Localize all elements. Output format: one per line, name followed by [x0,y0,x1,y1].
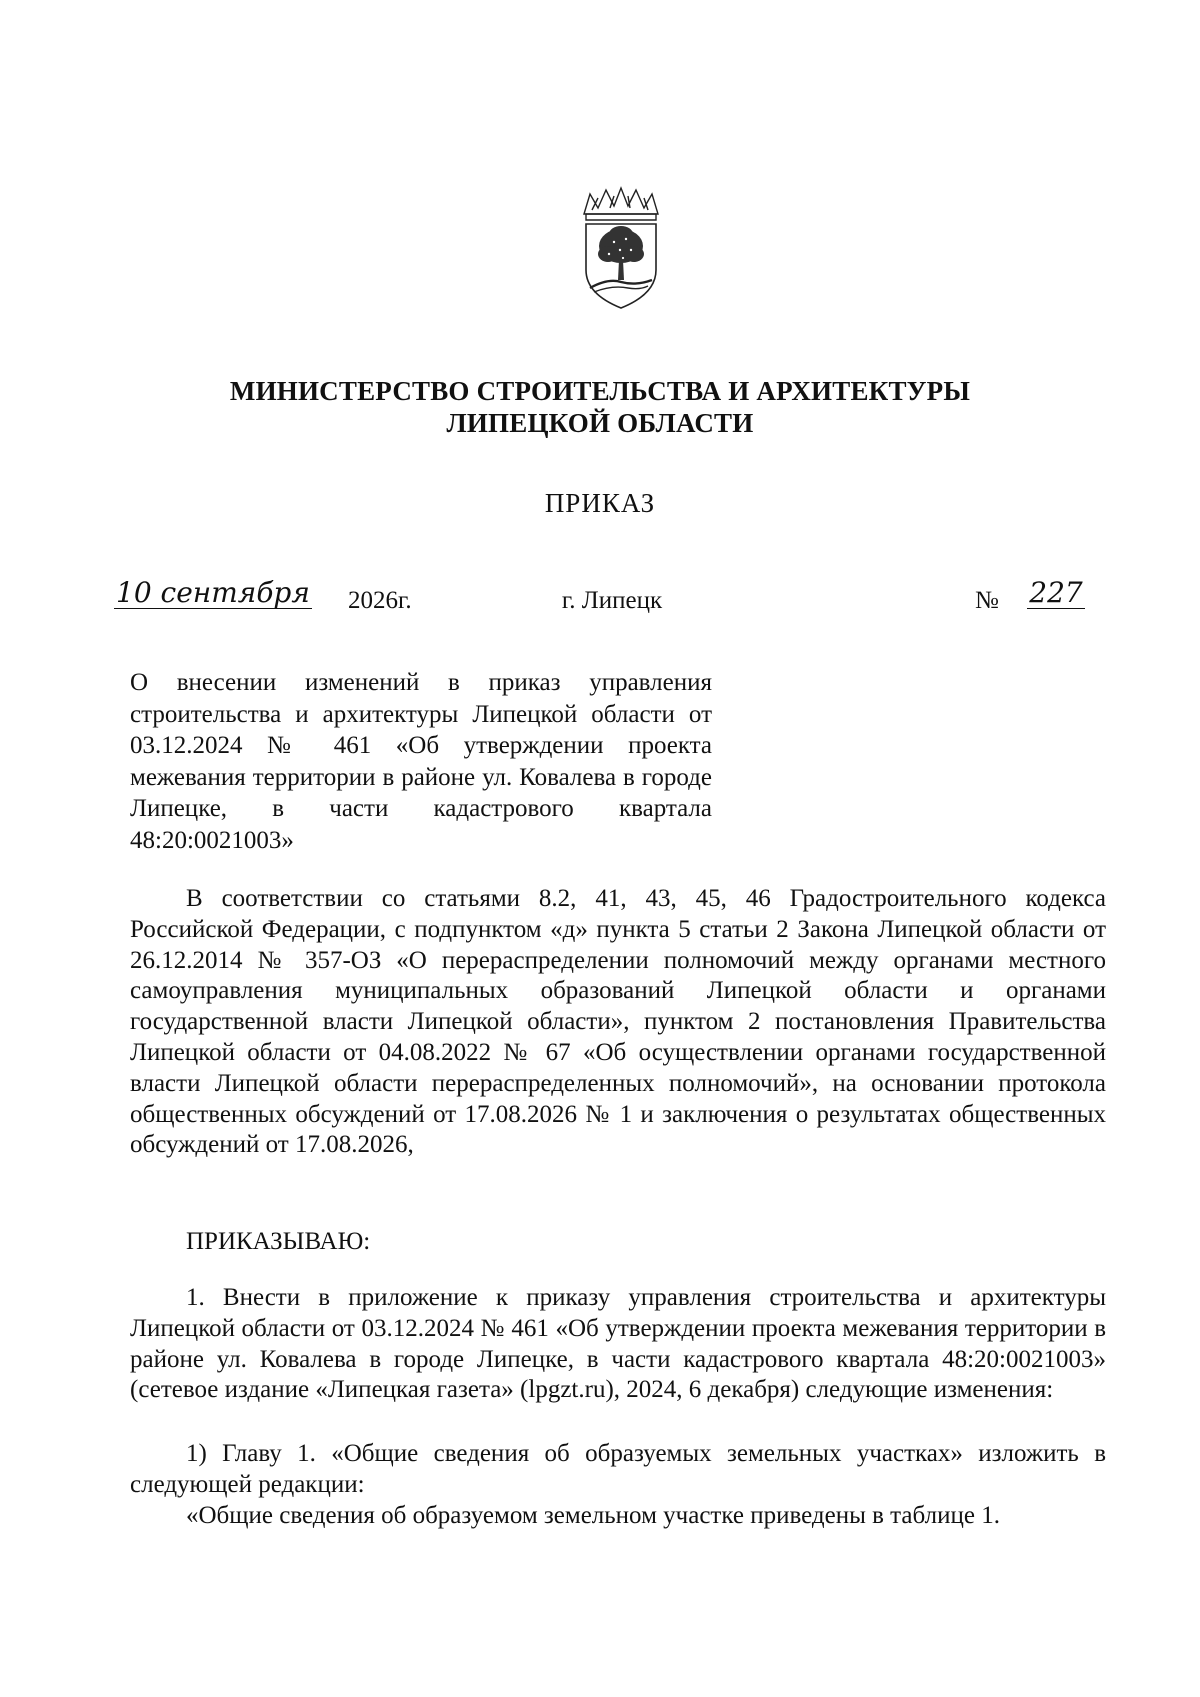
order-subitem-1: 1) Главу 1. «Общие сведения об образуемых земельных участках» изложить в следующей редакции: [130,1440,1106,1498]
date-year: 2026г. [348,587,412,614]
quoted-text-line: «Общие сведения об образуемом земельном участке приведены в таблице 1. [186,1502,1000,1529]
order-subject: О внесении изменений в приказ управления строительства и архитектуры Липецкой области от 03.12.2024 № 461 «Об утверждении проекта межевания территории в районе ул. Ковалева в городе Липецке, в части кадастрового квартала 48:20:0021003» [130,669,712,854]
ministry-name-line2: ЛИПЕЦКОЙ ОБЛАСТИ [446,408,754,438]
date-handwritten-text: 10 сентября [116,576,310,609]
number-sign: № [975,587,999,614]
number-handwritten-text: 227 [1029,576,1083,609]
legal-basis-paragraph: В соответствии со статьями 8.2, 41, 43, 45, 46 Градостроительного кодекса Российской Федерации, с подпунктом «д» пункта 5 статьи 2 Закона Липецкой области от 26.12.2014 № 357-ОЗ «О перераспределении полномочий между органами местного самоуправления муниципальных образований Липецкой области и органами государственной власти Липецкой области», пунктом 2 постановления Правительства Липецкой области от 04.08.2022 № 67 «Об осуществлении органами государственной власти Липецкой области перераспределенных полномочий», на основании протокола общественных обсуждений от 17.08.2026 № 1 и заключения о результатах общественных обсуждений от 17.08.2026, [130,885,1106,1159]
order-item-1: 1. Внести в приложение к приказу управления строительства и архитектуры Липецкой области от 03.12.2024 № 461 «Об утверждении проекта межевания территории в районе ул. Ковалева в городе Липецке, в части кадастрового квартала 48:20:0021003» (сетевое издание «Липецкая газета» (lpgzt.ru), 2024, 6 декабря) следующие изменения: [130,1284,1106,1404]
handwritten-number [1008,578,1104,609]
ministry-name-line1: МИНИСТЕРСТВО СТРОИТЕЛЬСТВА И АРХИТЕКТУРЫ [229,376,971,406]
document-type-title: ПРИКАЗ [544,488,656,518]
coat-of-arms-emblem [578,184,664,312]
issue-city: г. Липецк [561,587,663,614]
order-word: ПРИКАЗЫВАЮ: [186,1228,371,1255]
